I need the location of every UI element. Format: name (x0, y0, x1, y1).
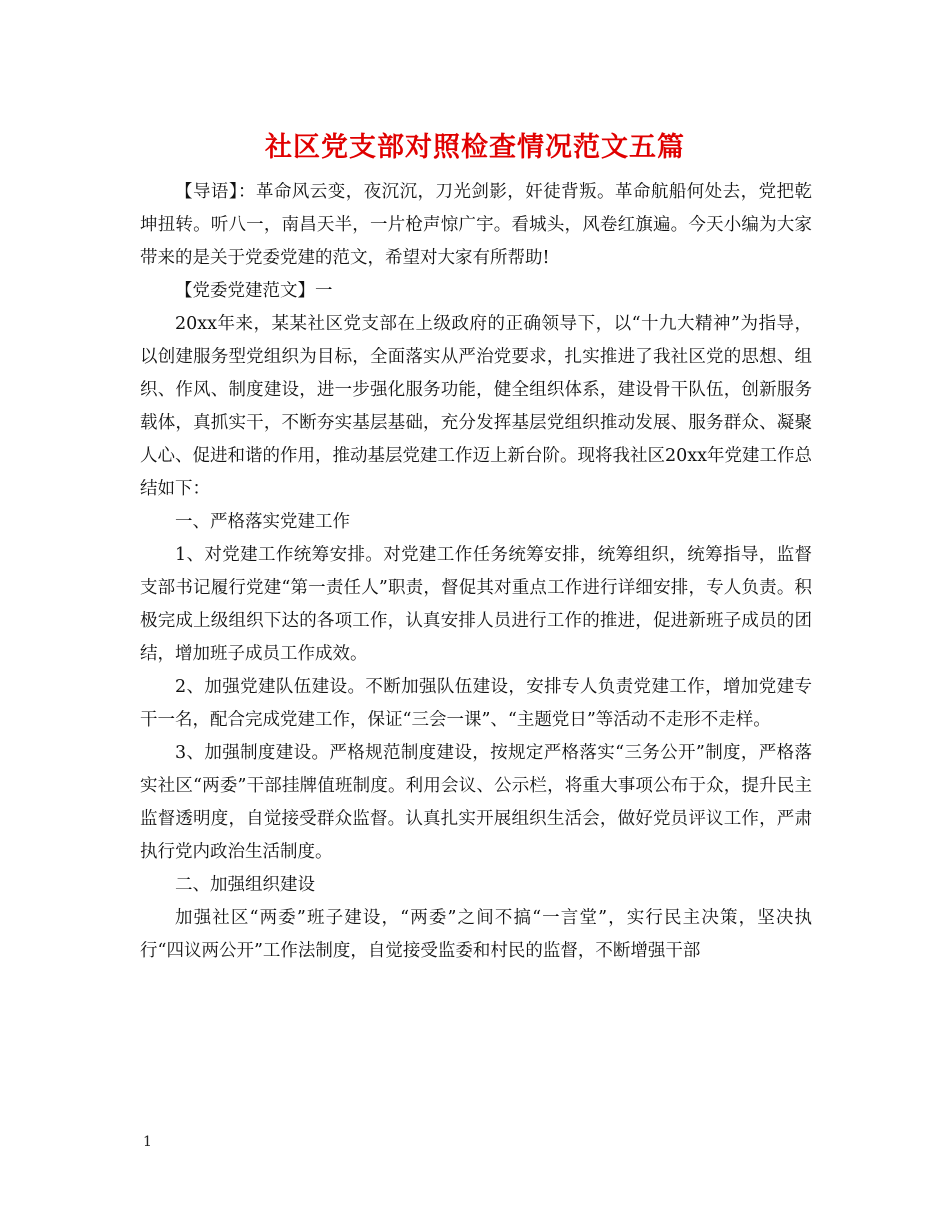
paragraph-organization: 加强社区“两委”班子建设，“两委”之间不搞“一言堂”，实行民主决策，坚决执行“四议两公开”工作法制度，自觉接受监委和村民的监督，不断增强干部 (140, 908, 812, 961)
document-body (140, 176, 812, 968)
paragraph-item-2: 2、加强党建队伍建设。不断加强队伍建设，安排专人负责党建工作，增加党建专干一名，配合完成党建工作，保证“三会一课”、“主题党日”等活动不走形不走样。 (140, 677, 812, 730)
paragraph-intro: 【导语】：革命风云变，夜沉沉，刀光剑影，奸徒背叛。革命航船何处去，党把乾坤扭转。听八一，南昌天半，一片枪声惊广宇。看城头，风卷红旗遍。今天小编为大家带来的是关于党委党建的范文，希望对大家有所帮助! (140, 182, 812, 268)
document-title: 社区党支部对照检查情况范文五篇 (265, 132, 685, 163)
paragraph-heading-1: 一、严格落实党建工作 (175, 512, 350, 532)
paragraph-section-heading: 【党委党建范文】一 (175, 281, 333, 301)
paragraph-summary: 20xx年来，某某社区党支部在上级政府的正确领导下，以“十九大精神”为指导，以创建服务型党组织为目标，全面落实从严治党要求，扎实推进了我社区党的思想、组织、作风、制度建设，进一步强化服务功能，健全组织体系，建设骨干队伍，创新服务载体，真抓实干，不断夯实基层基础，充分发挥基层党组织推动发展、服务群众、凝聚人心、促进和谐的作用，推动基层党建工作迈上新台阶。现将我社区20xx年党建工作总结如下： (140, 314, 813, 499)
paragraph-item-1: 1、对党建工作统筹安排。对党建工作任务统筹安排，统筹组织，统筹指导，监督支部书记履行党建“第一责任人”职责，督促其对重点工作进行详细安排，专人负责。积极完成上级组织下达的各项工作，认真安排人员进行工作的推进，促进新班子成员的团结，增加班子成员工作成效。 (140, 545, 812, 664)
paragraph-item-3: 3、加强制度建设。严格规范制度建设，按规定严格落实“三务公开”制度，严格落实社区“两委”干部挂牌值班制度。利用会议、公示栏，将重大事项公布于众，提升民主监督透明度，自觉接受群众监督。认真扎实开展组织生活会，做好党员评议工作，严肃执行党内政治生活制度。 (140, 743, 812, 862)
page-number: 1 (143, 1134, 152, 1150)
paragraph-heading-2: 二、加强组织建设 (175, 875, 315, 895)
